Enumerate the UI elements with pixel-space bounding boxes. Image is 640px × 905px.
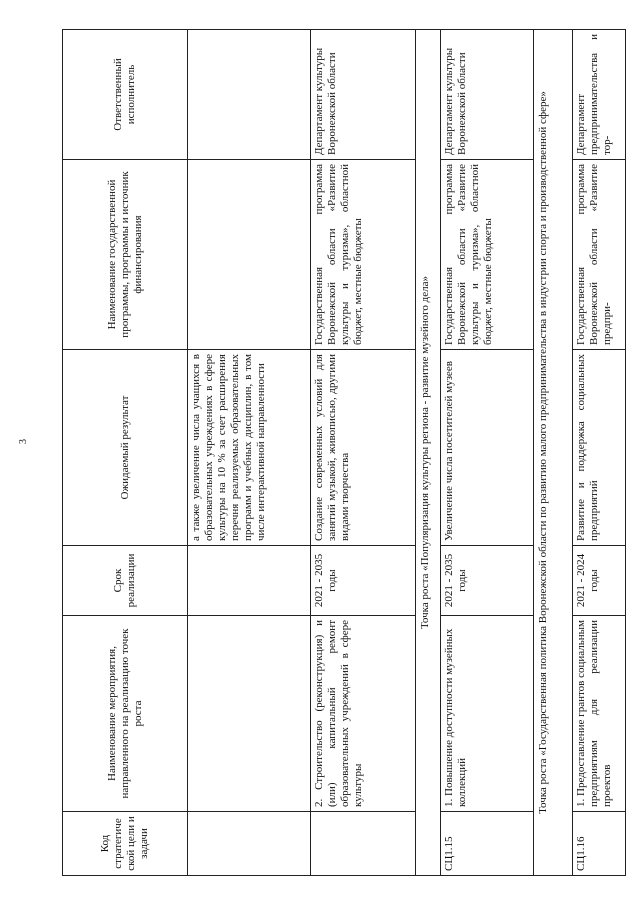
cell-activity bbox=[188, 616, 311, 812]
cell-term: 2021 - 2024 годы bbox=[573, 546, 626, 616]
table-row bbox=[441, 30, 534, 876]
table-row bbox=[311, 30, 416, 876]
cell-result: Развитие и поддержка социальных предприятий bbox=[573, 350, 626, 546]
table-row bbox=[188, 30, 311, 876]
cell-result: а также увеличение числа учащихся в образовательных учреждениях в сфере культуры на 10 % за счет расширения перечня реализуемых образовательных программ и учебных дисциплин, в том числе интерактивной направленности bbox=[188, 350, 311, 546]
cell-program: Государственная программа Воронежской области «Развитие предпри- bbox=[573, 160, 626, 350]
cell-code: СЦ1.15 bbox=[441, 812, 534, 876]
table-row bbox=[573, 30, 626, 876]
header-code: Код стратегической цели и задачи bbox=[63, 812, 188, 876]
cell-executor: Департамент культуры Воронежской области bbox=[311, 30, 416, 160]
cell-executor bbox=[188, 30, 311, 160]
cell-activity: 1. Предоставление грантов социальным предприятиям для реализации проектов bbox=[573, 616, 626, 812]
cell-term: 2021 - 2035 годы bbox=[311, 546, 416, 616]
cell-result: Увеличение числа посетителей музеев bbox=[441, 350, 534, 546]
cell-term bbox=[188, 546, 311, 616]
cell-executor: Департамент культуры Воронежской области bbox=[441, 30, 534, 160]
cell-result: Создание современных условий для занятий музыкой, живописью, другими видами творчества bbox=[311, 350, 416, 546]
section-row bbox=[534, 30, 573, 876]
cell-program: Государственная программа Воронежской области «Развитие культуры и туризма», областной бюджет, местные бюджеты bbox=[441, 160, 534, 350]
cell-code bbox=[311, 812, 416, 876]
header-result: Ожидаемый результат bbox=[63, 350, 188, 546]
cell-program: Государственная программа Воронежской области «Развитие культуры и туризма», областной бюджет, местные бюджеты bbox=[311, 160, 416, 350]
section-title: Точка роста «Популяризация культуры региона - развитие музейного дела» bbox=[416, 30, 441, 876]
strategy-table bbox=[62, 29, 626, 876]
cell-code bbox=[188, 812, 311, 876]
page-number: 3 bbox=[18, 439, 29, 444]
section-title: Точка роста «Государственная политика Воронежской области по развитию малого предпринимательства в индустрии спорта и производственной сфере» bbox=[534, 30, 573, 876]
cell-activity: 2. Строительство (реконструкция) и (или) капитальный ремонт образовательных учреждений в сфере культуры bbox=[311, 616, 416, 812]
cell-activity: 1. Повышение доступности музейных коллекций bbox=[441, 616, 534, 812]
header-program: Наименование государственной программы, программы и источник финансирования bbox=[63, 160, 188, 350]
section-row bbox=[416, 30, 441, 876]
header-term: Срок реализации bbox=[63, 546, 188, 616]
cell-term: 2021 - 2035 годы bbox=[441, 546, 534, 616]
cell-code: СЦ1.16 bbox=[573, 812, 626, 876]
cell-program bbox=[188, 160, 311, 350]
header-activity: Наименование мероприятия, направленного на реализацию точек роста bbox=[63, 616, 188, 812]
cell-executor: Департамент предпринимательства и тор- bbox=[573, 30, 626, 160]
header-executor: Ответственный исполнитель bbox=[63, 30, 188, 160]
rotated-page-content bbox=[62, 30, 640, 876]
table-header-row bbox=[63, 30, 188, 876]
